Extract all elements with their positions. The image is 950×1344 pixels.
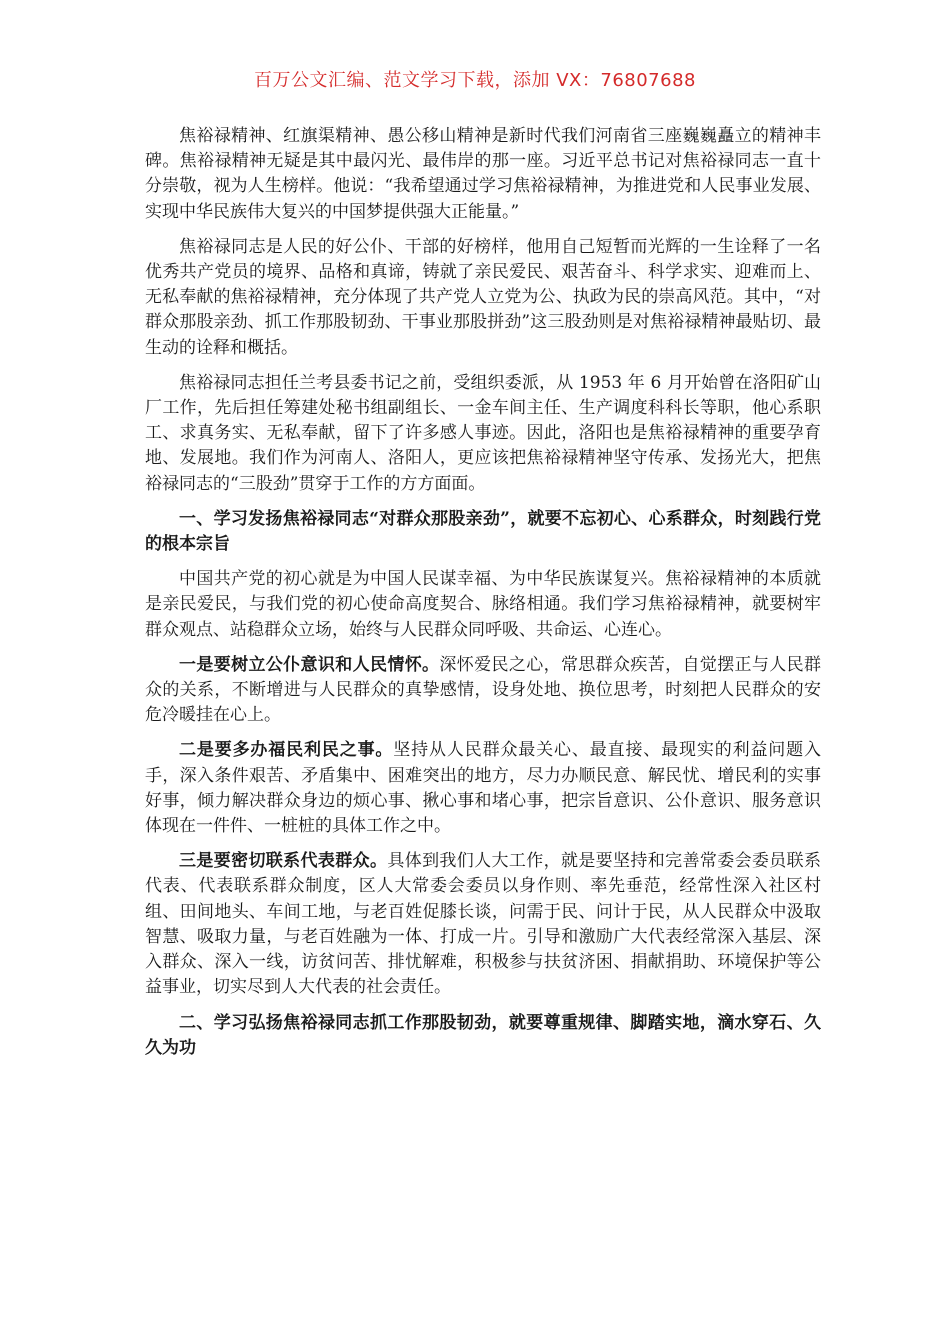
paragraph-role-model: 焦裕禄同志是人民的好公仆、干部的好榜样，他用自己短暂而光辉的一生诠释了一名优秀共产党员的境界、品格和真谛，铸就了亲民爱民、艰苦奋斗、科学求实、迎难而上、无私奉献的焦裕禄精神，充分体现了共产党人立党为公、执政为民的崇高风范。其中，“对群众那股亲劲、抓工作那股韧劲、干事业那股拼劲”这三股劲则是对焦裕禄精神最贴切、最生动的诠释和概括。 — [145, 236, 821, 358]
point-1-lead: 一是要树立公仆意识和人民情怀。 — [179, 654, 440, 675]
section-heading-2: 二、学习弘扬焦裕禄同志抓工作那股韧劲，就要尊重规律、脚踏实地，滴水穿石、久久为功 — [145, 1012, 821, 1058]
document-body — [145, 124, 821, 1071]
point-2-lead: 二是要多办福民利民之事。 — [179, 740, 394, 761]
paragraph-point-1 — [145, 653, 821, 729]
paragraph-point-3 — [145, 849, 821, 1000]
point-3-lead: 三是要密切联系代表群众。 — [179, 851, 388, 872]
paragraph-intro: 焦裕禄精神、红旗渠精神、愚公移山精神是新时代我们河南省三座巍巍矗立的精神丰碑。焦裕禄精神无疑是其中最闪光、最伟岸的那一座。习近平总书记对焦裕禄同志一直十分崇敬，视为人生榜样。他说：“我希望通过学习焦裕禄精神，为推进党和人民事业发展、实现中华民族伟大复兴的中国梦提供强大正能量。” — [145, 126, 821, 222]
paragraph-original-mission: 中国共产党的初心就是为中国人民谋幸福、为中华民族谋复兴。焦裕禄精神的本质就是亲民爱民，与我们党的初心使命高度契合、脉络相通。我们学习焦裕禄精神，就要树牢群众观点、站稳群众立场，始终与人民群众同呼吸、共命运、心连心。 — [145, 569, 821, 640]
promo-banner: 百万公文汇编、范文学习下载，添加 VX：76807688 — [254, 70, 696, 91]
paragraph-luoyang: 焦裕禄同志担任兰考县委书记之前，受组织委派，从 1953 年 6 月开始曾在洛阳矿山厂工作，先后担任筹建处秘书组副组长、一金车间主任、生产调度科科长等职，他心系职工、求真务实、无私奉献，留下了许多感人事迹。因此，洛阳也是焦裕禄精神的重要孕育地、发展地。我们作为河南人、洛阳人，更应该把焦裕禄精神坚守传承、发扬光大，把焦裕禄同志的“三股劲”贯穿于工作的方方面面。 — [145, 372, 821, 494]
paragraph-point-2 — [145, 738, 821, 839]
section-heading-1: 一、学习发扬焦裕禄同志“对群众那股亲劲”，就要不忘初心、心系群众，时刻践行党的根本宗旨 — [145, 508, 821, 555]
point-1-text: 深怀爱民之心，常思群众疾苦，自觉摆正与人民群众的关系，不断增进与人民群众的真挚感情，设身处地、换位思考，时刻把人民群众的安危冷暖挂在心上。 — [145, 654, 822, 726]
point-2-text: 坚持从人民群众最关心、最直接、最现实的利益问题入手，深入条件艰苦、矛盾集中、困难突出的地方，尽力办顺民意、解民忧、增民利的实事好事，倾力解决群众身边的烦心事、揪心事和堵心事，把宗旨意识、公仆意识、服务意识体现在一件件、一桩桩的具体工作之中。 — [145, 740, 822, 837]
point-3-text: 具体到我们人大工作，就是要坚持和完善常委会委员联系代表、代表联系群众制度，区人大常委会委员以身作则、率先垂范，经常性深入社区村组、田间地头、车间工地，与老百姓促膝长谈，问需于民、问计于民，从人民群众中汲取智慧、吸取力量，与老百姓融为一体、打成一片。引导和激励广大代表经常深入基层、深入群众、深入一线，访贫问苦、排忧解难，积极参与扶贫济困、捐献捐助、环境保护等公益事业，切实尽到人大代表的社会责任。 — [145, 851, 822, 998]
